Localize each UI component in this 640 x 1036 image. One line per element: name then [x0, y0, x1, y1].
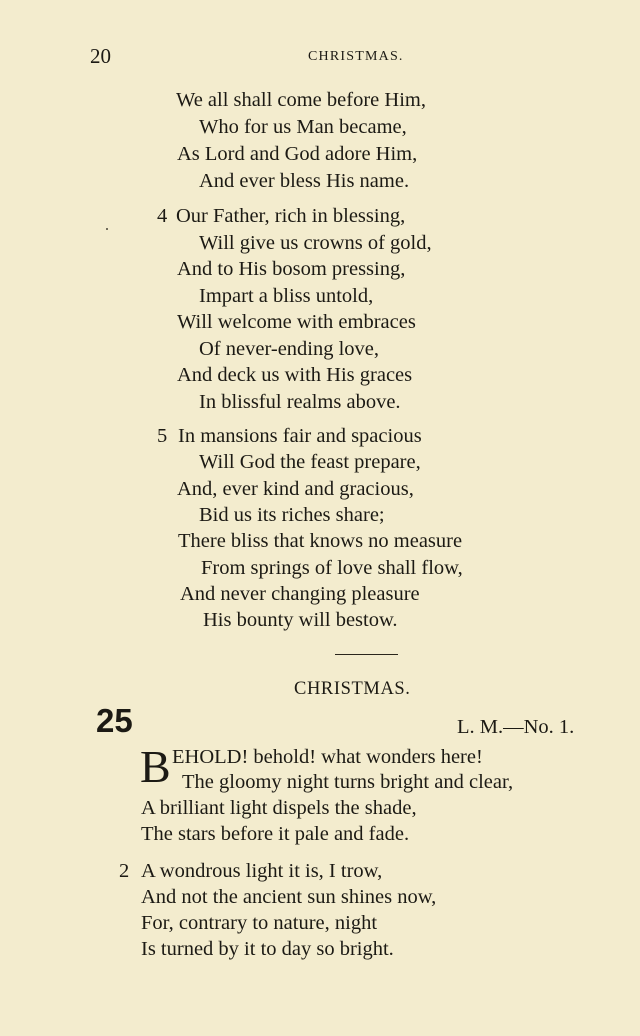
verse-line: Will give us crowns of gold,: [199, 232, 432, 254]
verse-number: 5: [157, 425, 168, 447]
verse-line: Is turned by it to day so bright.: [141, 938, 394, 960]
hymn-number: 25: [96, 702, 133, 739]
verse-line: And not the ancient sun shines now,: [141, 886, 437, 908]
verse-line: EHOLD! behold! what wonders here!: [172, 746, 483, 768]
verse-number: 4: [157, 205, 168, 227]
verse-line: His bounty will bestow.: [203, 609, 398, 631]
verse-line: Will welcome with embraces: [177, 311, 416, 333]
print-speck: [106, 228, 108, 230]
verse-line: In blissful realms above.: [199, 391, 401, 413]
verse-line: For, contrary to nature, night: [141, 912, 378, 934]
verse-line: From springs of love shall flow,: [201, 557, 463, 579]
verse-line: The stars before it pale and fade.: [141, 823, 410, 845]
verse-line: Impart a bliss untold,: [199, 285, 374, 307]
verse-line: And never changing pleasure: [180, 583, 420, 605]
running-title: CHRISTMAS.: [308, 49, 404, 64]
verse-number: 2: [119, 860, 130, 882]
verse-line: A wondrous light it is, I trow,: [141, 860, 383, 882]
page-number: 20: [90, 44, 111, 68]
verse-line: Our Father, rich in blessing,: [176, 205, 406, 227]
verse-line: And ever bless His name.: [199, 170, 410, 192]
verse-line: Will God the feast prepare,: [199, 451, 421, 473]
verse-line: Who for us Man became,: [199, 116, 407, 138]
section-title: CHRISTMAS.: [294, 679, 411, 699]
verse-line: The gloomy night turns bright and clear,: [182, 771, 514, 793]
section-divider: [335, 654, 398, 655]
verse-line: In mansions fair and spacious: [178, 425, 422, 447]
verse-line: Of never-ending love,: [199, 338, 380, 360]
verse-line: And, ever kind and gracious,: [177, 478, 414, 500]
verse-line: A brilliant light dispels the shade,: [141, 797, 417, 819]
meter-label: L. M.—No. 1.: [457, 716, 575, 738]
verse-line: Bid us its riches share;: [199, 504, 385, 526]
verse-line: And deck us with His graces: [177, 364, 413, 386]
verse-line: There bliss that knows no measure: [178, 530, 463, 552]
verse-line: And to His bosom pressing,: [177, 258, 406, 280]
drop-cap: B: [140, 741, 171, 792]
verse-line: We all shall come before Him,: [176, 89, 426, 111]
verse-line: As Lord and God adore Him,: [177, 143, 418, 165]
